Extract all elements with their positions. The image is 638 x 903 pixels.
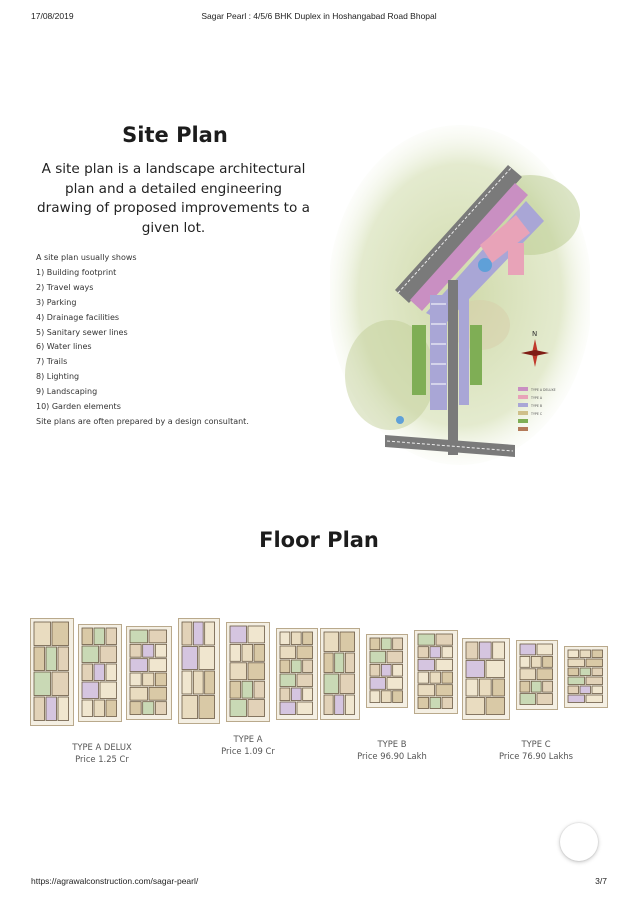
floor-plan-type-name: TYPE B	[377, 739, 407, 749]
floor-plan-drawing	[366, 634, 408, 708]
site-plan-list-item: A site plan usually shows	[36, 253, 137, 262]
print-page-number: 3/7	[595, 876, 607, 886]
floor-plan-caption-type-c	[478, 739, 594, 762]
floor-plan-type-name: TYPE A DELUX	[72, 742, 132, 752]
floor-plan-drawing	[516, 640, 558, 710]
floor-plan-type-name: TYPE C	[521, 739, 551, 749]
floor-plan-drawing	[320, 628, 360, 720]
site-map-legend-label: TYPE C	[531, 412, 543, 416]
site-plan-list-item: 7) Trails	[36, 357, 68, 367]
site-plan-list-item: 2) Travel ways	[36, 282, 94, 292]
site-plan-list-item: 1) Building footprint	[36, 267, 117, 277]
floor-plan-images	[30, 618, 610, 728]
print-footer	[0, 876, 638, 890]
site-map-legend-label: TYPE A DELUXE	[531, 388, 556, 392]
floor-plan-title: Floor Plan	[259, 528, 379, 552]
floor-plan-caption-type-a-delux	[52, 742, 152, 765]
floor-plan-caption-type-b	[337, 739, 447, 762]
site-plan-list	[36, 251, 311, 430]
site-plan-list-item: 8) Lighting	[36, 372, 80, 382]
floor-plan-type-price: Price 76.90 Lakhs	[498, 750, 574, 761]
site-plan-map	[330, 125, 590, 465]
floor-plan-type-name: TYPE A	[233, 734, 263, 744]
floor-plan-type-price: Price 96.90 Lakh	[357, 750, 427, 761]
print-url: https://agrawalconstruction.com/sagar-pearl/	[31, 876, 199, 886]
print-date: 17/08/2019	[31, 11, 74, 21]
site-plan-list-item: 3) Parking	[36, 297, 77, 307]
floor-plan-drawing	[78, 624, 122, 722]
site-plan-intro: A site plan is a landscape architectural plan and a detailed engineering drawing of proposed improvements to a given lot.	[37, 161, 310, 236]
site-plan-list-item: 6) Water lines	[36, 342, 92, 352]
floor-plan-drawing	[30, 618, 74, 726]
floor-plan-drawing	[178, 618, 220, 724]
floor-plan-drawing	[226, 622, 270, 722]
print-header	[0, 11, 638, 25]
floor-plan-drawing	[564, 646, 608, 708]
floor-plan-caption-type-a	[198, 734, 298, 757]
site-plan-list-item: 9) Landscaping	[36, 387, 98, 397]
site-plan-list-item: 4) Drainage facilities	[36, 312, 120, 322]
floor-plan-type-price: Price 1.25 Cr	[75, 753, 129, 764]
floor-plan-drawing	[462, 638, 510, 720]
floor-plan-drawing	[414, 630, 458, 714]
floor-plan-drawing	[276, 628, 318, 720]
site-map-legend-label: TYPE B	[531, 404, 543, 408]
print-page-title: Sagar Pearl : 4/5/6 BHK Duplex in Hoshangabad Road Bhopal	[201, 11, 437, 21]
site-plan-list-item: 10) Garden elements	[36, 402, 121, 412]
floating-action-button[interactable]	[560, 823, 598, 861]
compass-label: N	[532, 330, 538, 338]
site-plan-list-item: Site plans are often prepared by a design consultant.	[36, 416, 249, 426]
site-plan-title: Site Plan	[122, 123, 228, 147]
floor-plan-type-price: Price 1.09 Cr	[221, 745, 275, 756]
site-map-legend-label: TYPE A	[531, 396, 543, 400]
site-plan-list-item: 5) Sanitary sewer lines	[36, 327, 128, 337]
floor-plan-drawing	[126, 626, 172, 720]
